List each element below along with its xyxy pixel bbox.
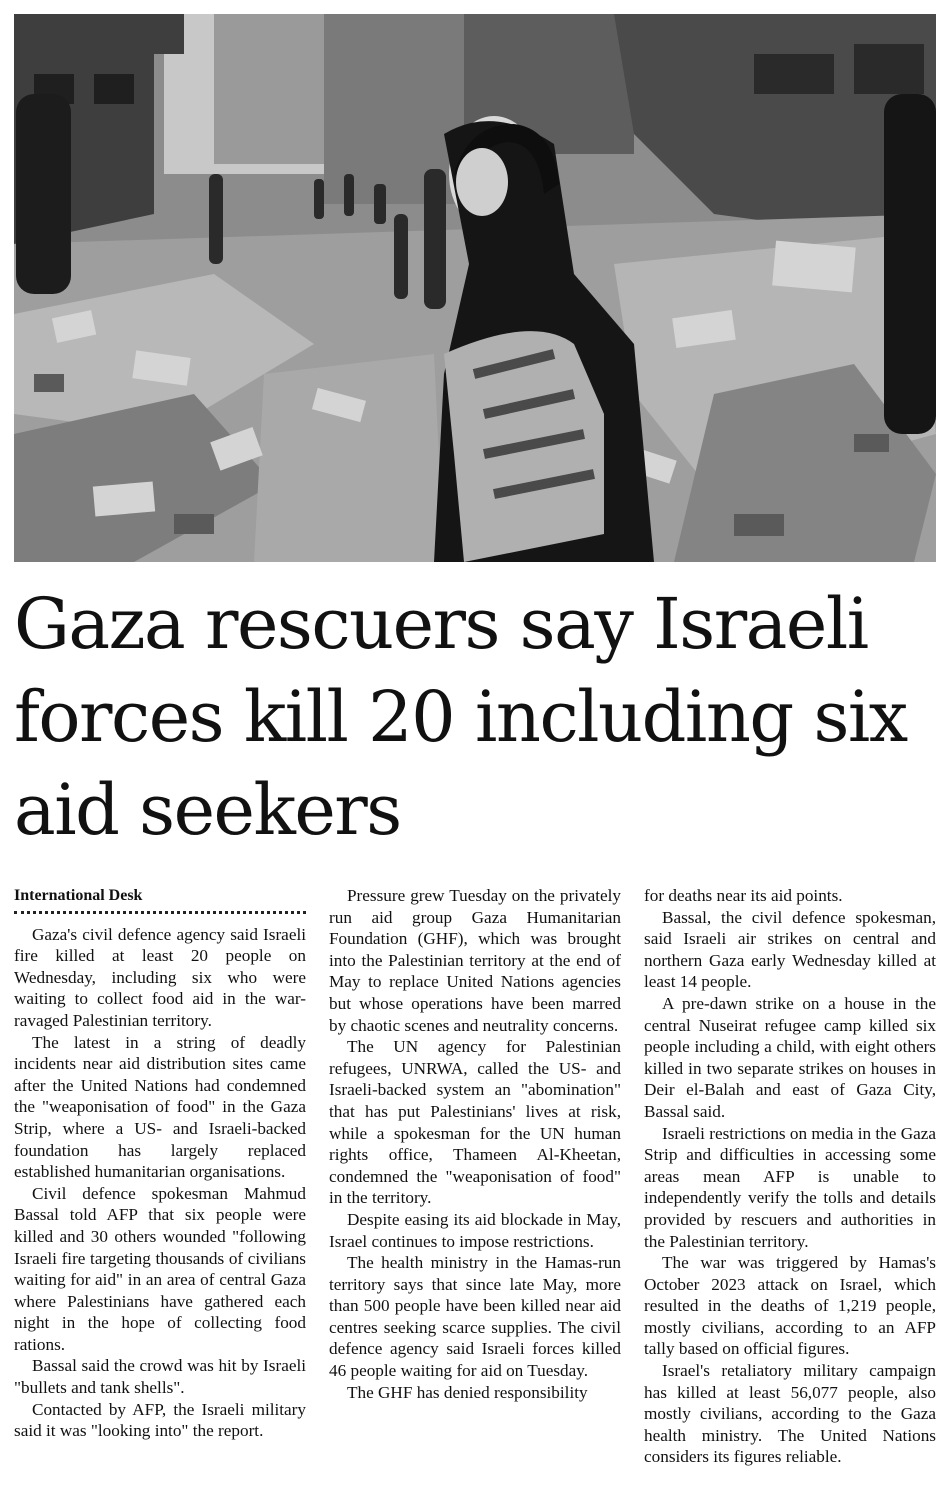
- paragraph: Gaza's civil defence agency said Israeli fire killed at least 20 people on Wednesday, including six who were waiting to collect food aid in the war-ravaged Palestinian territory.: [14, 924, 306, 1030]
- paragraph: The UN agency for Palestinian refugees, UNRWA, called the US- and Israeli-backed system an "abomination" that has put Palestinians' lives at risk, while a spokesman for the UN human rights office, Thameen Al-Kheetan, condemned the "weaponisation of food" in the territory.: [329, 1037, 621, 1208]
- paragraph-continuation: for deaths near its aid points.: [644, 886, 843, 905]
- paragraph: The health ministry in the Hamas-run territory says that since late May, more than 500 people have been killed near aid centres seeking scarce supplies. The civil defence agency said Israeli forces killed 46 people waiting for aid on Tuesday.: [329, 1253, 621, 1381]
- paragraph: Civil defence spokesman Mahmud Bassal told AFP that six people were killed and 30 others wounded "following Israeli fire targeting thousands of civilians waiting for aid" in an area of central Gaza where Palestinians have gathered each night in the hope of collecting food rations.: [14, 1183, 306, 1354]
- paragraph: Bassal, the civil defence spokesman, said Israeli air strikes on central and northern Gaza early Wednesday killed at least 14 people.: [644, 907, 936, 992]
- paragraph: The war was triggered by Hamas's October 2023 attack on Israel, which resulted in the deaths of 1,219 people, mostly civilians, according to an AFP tally based on official figures.: [644, 1253, 936, 1359]
- news-photo: [14, 14, 936, 562]
- desk-byline: International Desk: [14, 885, 306, 914]
- headline: Gaza rescuers say Israeli forces kill 20 including six aid seekers: [14, 583, 907, 851]
- paragraph: Israel's retaliatory military campaign has killed at least 56,077 people, also mostly civilians, according to the Gaza health ministry. The United Nations considers its figures reliable.: [644, 1361, 936, 1467]
- paragraph: The GHF has denied responsibility: [347, 1382, 588, 1402]
- article-column-3: [644, 885, 936, 1468]
- paragraph: Pressure grew Tuesday on the privately run aid group Gaza Humanitarian Foundation (GHF), which was brought into the Palestinian territory at the end of May to replace United Nations agencies but whose operations have been marred by chaotic scenes and neutrality concerns.: [329, 886, 621, 1035]
- paragraph: Despite easing its aid blockade in May, Israel continues to impose restrictions.: [329, 1209, 621, 1251]
- article-column-1: [14, 885, 306, 1442]
- paragraph: Israeli restrictions on media in the Gaza Strip and difficulties in accessing some areas mean AFP is unable to independently verify the tolls and details provided by rescuers and authorities in the Palestinian territory.: [644, 1123, 936, 1251]
- paragraph: Bassal said the crowd was hit by Israeli "bullets and tank shells".: [14, 1356, 306, 1398]
- paragraph: A pre-dawn strike on a house in the central Nuseirat refugee camp killed six people including a child, with eight others killed in two separate strikes on houses in Deir el-Balah and east of Gaza City, Bassal said.: [644, 993, 936, 1121]
- paragraph: The latest in a string of deadly incidents near aid distribution sites came after the United Nations had condemned the "weaponisation of food" in the Gaza Strip, where a US- and Israeli-backed foundation has largely replaced established humanitarian organisations.: [14, 1032, 306, 1182]
- paragraph: Contacted by AFP, the Israeli military said it was "looking into" the report.: [14, 1399, 306, 1441]
- article-column-2: [329, 885, 621, 1403]
